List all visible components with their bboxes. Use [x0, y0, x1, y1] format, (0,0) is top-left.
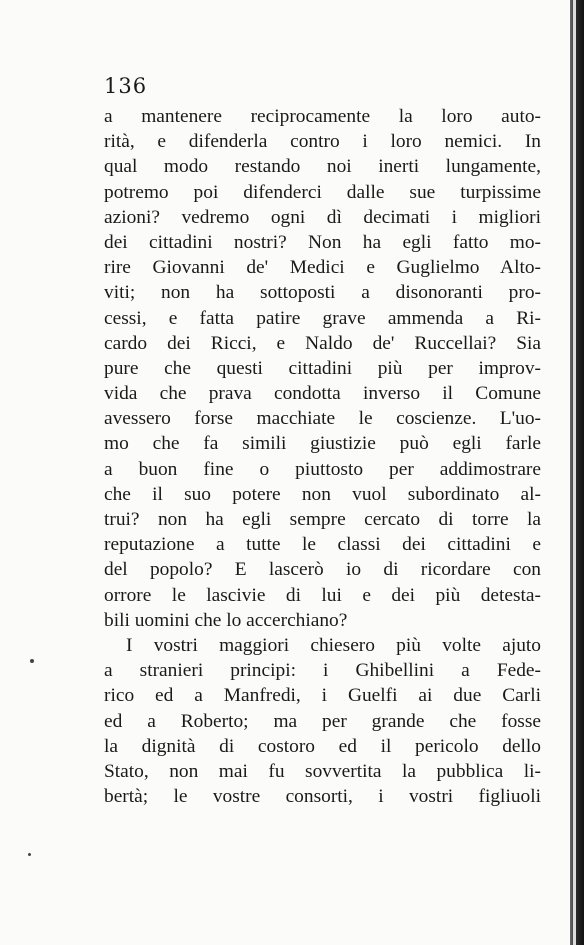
- ink-speck: [30, 659, 34, 663]
- text-line: vida che prava condotta inverso il Comune: [104, 383, 541, 405]
- text-line: ed a Roberto; ma per grande che fosse: [104, 710, 541, 732]
- text-line: a stranieri principi: i Ghibellini a Fede-: [104, 660, 541, 682]
- page-edge: [570, 0, 584, 945]
- text-line: bertà; le vostre consorti, i vostri figliuoli: [104, 786, 541, 808]
- text-line: trui? non ha egli sempre cercato di torre la: [104, 509, 541, 530]
- text-line: mo che fa simili giustizie può egli farle: [104, 433, 541, 455]
- text-line: che il suo potere non vuol subordinato al-: [104, 483, 541, 505]
- text-line: avessero forse macchiate le coscienze. L'uo-: [104, 408, 541, 430]
- text-line: reputazione a tutte le classi dei cittadini e: [104, 534, 541, 556]
- text-line: rico ed a Manfredi, i Guelfi ai due Carli: [104, 685, 541, 707]
- text-line: viti; non ha sottoposti a disonoranti pro-: [104, 282, 541, 304]
- text-line: orrore le lascivie di lui e dei più detesta-: [104, 584, 541, 606]
- text-line: pure che questi cittadini più per improv-: [104, 357, 541, 379]
- text-line: azioni? vedremo ogni dì decimati i migliori: [104, 206, 541, 228]
- text-line: qual modo restando noi inerti lungamente,: [104, 156, 541, 178]
- text-line: dei cittadini nostri? Non ha egli fatto mo-: [104, 231, 541, 253]
- text-line: a buon fine o piuttosto per addimostrare: [104, 458, 541, 480]
- text-line: rità, e difenderla contro i loro nemici. In: [104, 131, 541, 153]
- text-line: a mantenere reciprocamente la loro auto-: [104, 106, 541, 127]
- text-line: potremo poi difenderci dalle sue turpissime: [104, 181, 541, 203]
- page-number: 136: [104, 74, 148, 98]
- text-line: del popolo? E lascerò io di ricordare con: [104, 559, 541, 581]
- body-text: [104, 104, 541, 809]
- text-line: bili uomini che lo accerchiano?: [104, 609, 348, 631]
- text-line: I vostri maggiori chiesero più volte ajuto: [126, 634, 541, 656]
- text-line: cessi, e fatta patire grave ammenda a Ri-: [104, 307, 541, 329]
- ink-speck: [28, 853, 31, 856]
- text-line: rire Giovanni de' Medici e Guglielmo Alto-: [104, 257, 541, 279]
- text-line: cardo dei Ricci, e Naldo de' Ruccellai? Sia: [104, 332, 541, 354]
- text-line: Stato, non mai fu sovvertita la pubblica li-: [104, 760, 541, 782]
- text-line: la dignità di costoro ed il pericolo dello: [104, 735, 541, 757]
